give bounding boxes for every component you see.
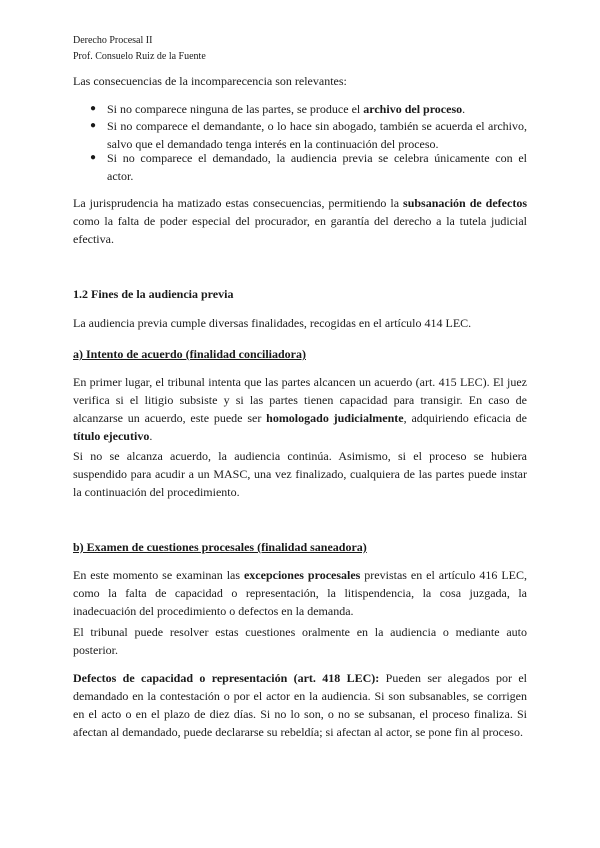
bullet-dot-icon: ● <box>90 103 97 114</box>
section-intro: La audiencia previa cumple diversas finalidades, recogidas en el artículo 414 LEC. <box>73 316 472 330</box>
header-course: Derecho Procesal II <box>73 35 153 46</box>
list-item: Si no comparece el demandado, la audiencia previa se celebra únicamente con el actor. <box>107 151 527 183</box>
bold-term: Defectos de capacidad o representación (art. 418 LEC): <box>73 671 380 685</box>
section-heading: 1.2 Fines de la audiencia previa <box>73 287 234 301</box>
list-item: Si no comparece el demandante, o lo hace sin abogado, también se acuerda el archivo, salvo que el demandado tenga interés en la continuación del proceso. <box>107 119 527 151</box>
subsection-heading-b: b) Examen de cuestiones procesales (finalidad saneadora) <box>73 540 367 554</box>
bullet-dot-icon: ● <box>90 120 97 131</box>
bold-term: subsanación de defectos <box>403 196 527 210</box>
bold-term: título ejecutivo <box>73 429 150 443</box>
subsection-heading-a: a) Intento de acuerdo (finalidad conciliadora) <box>73 347 306 361</box>
bold-term: excepciones procesales <box>243 568 361 582</box>
paragraph-defectos: Defectos de capacidad o representación (art. 418 LEC): Pueden ser alegados por el demandado en la contestación o por el actor en la audiencia. Si son subsanables, se corrigen en el acto o en el plazo de diez días. Si no lo son, o no se subsanan, el proceso finaliza. Si afectan al demandado, puede declararse su rebeldía; si afectan al actor, se pone fin al proceso. <box>73 671 527 739</box>
paragraph-resolucion: El tribunal puede resolver estas cuestiones oralmente en la audiencia o mediante auto posterior. <box>73 625 527 657</box>
header-professor: Prof. Consuelo Ruiz de la Fuente <box>73 51 206 62</box>
jurisprudence-paragraph: La jurisprudencia ha matizado estas consecuencias, permitiendo la subsanación de defectos como la falta de poder especial del procurador, en garantía del derecho a la tutela judicial efectiva. <box>73 196 527 246</box>
intro-paragraph: Las consecuencias de la incomparecencia son relevantes: <box>73 74 347 88</box>
paragraph-acuerdo: En primer lugar, el tribunal intenta que las partes alcancen un acuerdo (art. 415 LEC). El juez verifica si el litigio subsiste y si las partes tienen capacidad para transigir. En caso de alcanzarse un acuerdo, este puede ser homologado judicialmente, adquiriendo eficacia de título ejecutivo. <box>73 375 528 443</box>
paragraph-excepciones: En este momento se examinan las excepciones procesales previstas en el artículo 416 LEC, como la falta de capacidad o representación, la litispendencia, la cosa juzgada, la inadecuación del procedimiento o defectos en la demanda. <box>73 568 527 618</box>
list-item: Si no comparece ninguna de las partes, se produce el archivo del proceso. <box>107 102 466 116</box>
bold-term: homologado judicialmente <box>266 411 404 425</box>
paragraph-masc: Si no se alcanza acuerdo, la audiencia continúa. Asimismo, si el proceso se hubiera suspendido para acudir a un MASC, una vez finalizado, cualquiera de las partes puede instar la continuación del procedimiento. <box>73 449 527 499</box>
bold-term: archivo del proceso <box>363 102 463 116</box>
bullet-dot-icon: ● <box>90 152 97 163</box>
